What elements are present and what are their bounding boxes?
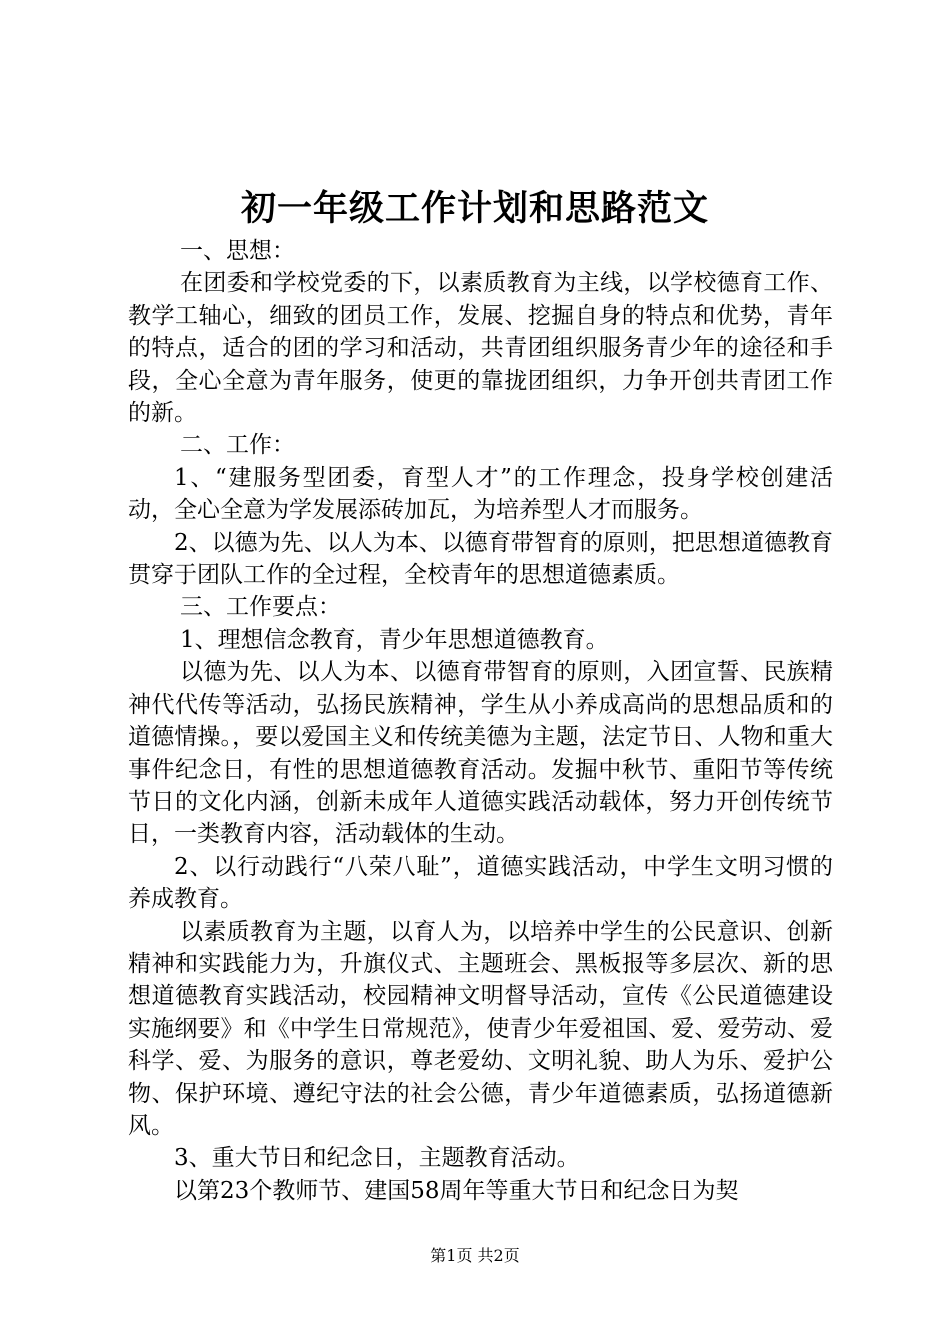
section-heading: 三、工作要点： xyxy=(180,594,341,621)
page-number: 第1页 共2页 xyxy=(430,1246,520,1265)
paragraph: 1、理想信念教育，青少年思想道德教育。 xyxy=(180,626,609,653)
document-body xyxy=(128,235,833,1207)
paragraph: 3、重大节日和纪念日，主题教育活动。 xyxy=(174,1145,580,1172)
paragraph: 以素质教育为主题，以育人为，以培养中学生的公民意识、创新精神和实践能力为，升旗仪式、主题班会、黑板报等多层次、新的思想道德教育实践活动，校园精神文明督导活动，宣传《公民道德建设实施纲要》和《中学生日常规范》，使青少年爱祖国、爱、爱劳动、爱科学、爱、为服务的意识，尊老爱幼、文明礼貌、助人为乐、爱护公物、保护环境、遵纪守法的社会公德，青少年道德素质，弘扬道德新风。 xyxy=(128,918,833,1139)
paragraph: 2、以行动践行“八荣八耻”，道德实践活动，中学生文明习惯的养成教育。 xyxy=(128,853,833,913)
paragraph: 在团委和学校党委的下，以素质教育为主线，以学校德育工作、教学工轴心，细致的团员工作，发展、挖掘自身的特点和优势，青年的特点，适合的团的学习和活动，共青团组织服务青少年的途径和手段，全心全意为青年服务，使更的靠拢团组织，力争开创共青团工作的新。 xyxy=(128,270,833,427)
paragraph: 以德为先、以人为本、以德育带智育的原则，入团宣誓、民族精神代代传等活动，弘扬民族精神，学生从小养成高尚的思想品质和的道德情操。，要以爱国主义和传统美德为主题，法定节日、人物和重大事件纪念日，有性的思想道德教育活动。发掘中秋节、重阳节等传统节日的文化内涵，创新未成年人道德实践活动载体，努力开创传统节日，一类教育内容，活动载体的生动。 xyxy=(128,659,833,848)
paragraph: 以第23个教师节、建国58周年等重大节日和纪念日为契 xyxy=(174,1177,739,1204)
document-title: 初一年级工作计划和思路范文 xyxy=(240,188,709,229)
paragraph: 2、以德为先、以人为本、以德育带智育的原则，把思想道德教育贯穿于团队工作的全过程，全校青年的思想道德素质。 xyxy=(128,529,833,589)
section-heading: 一、思想： xyxy=(180,238,295,264)
section-heading: 二、工作： xyxy=(180,432,295,459)
paragraph: 1、“建服务型团委，育型人才”的工作理念，投身学校创建活动，全心全意为学发展添砖加瓦，为培养型人才而服务。 xyxy=(128,464,833,524)
